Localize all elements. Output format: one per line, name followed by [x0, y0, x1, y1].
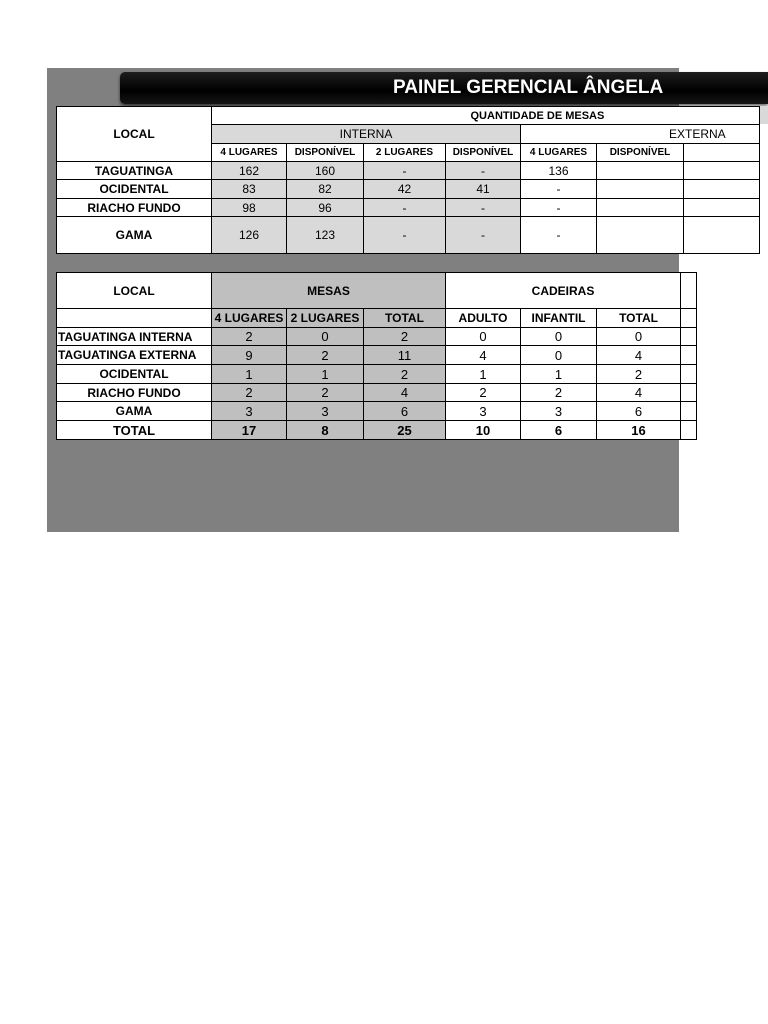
- cell: 98: [212, 199, 287, 217]
- cell: 126: [212, 217, 287, 254]
- local-header: LOCAL: [57, 107, 212, 162]
- col-header: TOTAL: [364, 309, 446, 328]
- col-header: 4 LUGARES: [521, 144, 597, 162]
- row-local: RIACHO FUNDO: [57, 199, 212, 217]
- summary-table-viewport: [56, 272, 679, 441]
- total-cell: 6: [521, 421, 597, 440]
- cell: 9: [212, 346, 287, 365]
- table-row: [57, 328, 697, 346]
- cell: 2: [521, 384, 597, 402]
- table-row: [57, 402, 697, 421]
- hidden-cell: [681, 421, 697, 440]
- table-row: [57, 217, 760, 254]
- col-header-hidden: [684, 144, 760, 162]
- page-title: PAINEL GERENCIAL ÂNGELA: [393, 77, 664, 98]
- externa-header: EXTERNA: [521, 125, 760, 144]
- cell: -: [364, 217, 446, 254]
- tables-quantity-table: [56, 106, 760, 254]
- row-local: GAMA: [57, 217, 212, 254]
- cell: 4: [597, 384, 681, 402]
- cell: 3: [521, 402, 597, 421]
- local-header: LOCAL: [57, 273, 212, 309]
- cell: 42: [364, 180, 446, 199]
- table-row: [57, 199, 760, 217]
- local-header-blank: [57, 309, 212, 328]
- cell: -: [521, 217, 597, 254]
- col-header: INFANTIL: [521, 309, 597, 328]
- tables-quantity-table-viewport: [56, 106, 726, 255]
- hidden-cell: [681, 346, 697, 365]
- cell: 6: [597, 402, 681, 421]
- cell: -: [446, 199, 521, 217]
- total-row: [57, 421, 697, 440]
- cell: -: [364, 162, 446, 180]
- cell: 3: [446, 402, 521, 421]
- col-header: 4 LUGARES: [212, 144, 287, 162]
- col-header: TOTAL: [597, 309, 681, 328]
- cell: 2: [287, 384, 364, 402]
- cell: 6: [364, 402, 446, 421]
- cell: [684, 199, 760, 217]
- cell: 1: [521, 365, 597, 384]
- table-row: [57, 384, 697, 402]
- cell: [684, 180, 760, 199]
- cell: 1: [212, 365, 287, 384]
- total-cell: 16: [597, 421, 681, 440]
- cell: 1: [446, 365, 521, 384]
- cell: 0: [521, 328, 597, 346]
- cell: [597, 162, 684, 180]
- cell: 2: [597, 365, 681, 384]
- hidden-cell: [681, 328, 697, 346]
- cell: 2: [212, 328, 287, 346]
- mesas-header: MESAS: [212, 273, 446, 309]
- cell: 123: [287, 217, 364, 254]
- row-local: TAGUATINGA: [57, 162, 212, 180]
- cell: 4: [364, 384, 446, 402]
- total-cell: 17: [212, 421, 287, 440]
- cell: 1: [287, 365, 364, 384]
- row-local: RIACHO FUNDO: [57, 384, 212, 402]
- col-header: DISPONÍVEL: [287, 144, 364, 162]
- col-header: ADULTO: [446, 309, 521, 328]
- group-header: QUANTIDADE DE MESAS: [521, 107, 760, 125]
- total-cell: 10: [446, 421, 521, 440]
- col-header: DISPONÍVEL: [597, 144, 684, 162]
- col-header: 2 LUGARES: [287, 309, 364, 328]
- cell: 96: [287, 199, 364, 217]
- cell: [597, 217, 684, 254]
- summary-table: [56, 272, 697, 440]
- cell: 2: [364, 365, 446, 384]
- total-label: TOTAL: [57, 421, 212, 440]
- cell: [684, 217, 760, 254]
- cell: -: [364, 199, 446, 217]
- cell: 3: [212, 402, 287, 421]
- table-row: [57, 346, 697, 365]
- cell: 2: [287, 346, 364, 365]
- row-local: OCIDENTAL: [57, 180, 212, 199]
- hidden-cell: [681, 309, 697, 328]
- cell: 0: [597, 328, 681, 346]
- cell: 0: [521, 346, 597, 365]
- hidden-cell: [681, 384, 697, 402]
- cell: 3: [287, 402, 364, 421]
- interna-header: INTERNA: [212, 125, 521, 144]
- cell: 0: [446, 328, 521, 346]
- cell: 162: [212, 162, 287, 180]
- cell: 41: [446, 180, 521, 199]
- hidden-cell: [681, 365, 697, 384]
- cell: -: [446, 217, 521, 254]
- cell: 0: [287, 328, 364, 346]
- cadeiras-header: CADEIRAS: [446, 273, 681, 309]
- cell: -: [446, 162, 521, 180]
- cell: 82: [287, 180, 364, 199]
- cell: 2: [446, 384, 521, 402]
- total-cell: 8: [287, 421, 364, 440]
- cell: -: [521, 180, 597, 199]
- col-header: 4 LUGARES: [212, 309, 287, 328]
- row-local: GAMA: [57, 402, 212, 421]
- cell: [597, 180, 684, 199]
- cell: [597, 199, 684, 217]
- total-cell: 25: [364, 421, 446, 440]
- cell: 2: [212, 384, 287, 402]
- cell: 2: [364, 328, 446, 346]
- row-local: OCIDENTAL: [57, 365, 212, 384]
- cell: [684, 162, 760, 180]
- col-header: 2 LUGARES: [364, 144, 446, 162]
- col-header: DISPONÍVEL: [446, 144, 521, 162]
- row-local: TAGUATINGA INTERNA: [57, 328, 212, 346]
- row-local: TAGUATINGA EXTERNA: [57, 346, 212, 365]
- cell: 160: [287, 162, 364, 180]
- hidden-cell: [681, 402, 697, 421]
- cell: 4: [446, 346, 521, 365]
- table-row: [57, 180, 760, 199]
- table-row: [57, 162, 760, 180]
- cell: 83: [212, 180, 287, 199]
- cell: 136: [521, 162, 597, 180]
- hidden-cell: [681, 273, 697, 309]
- cell: 4: [597, 346, 681, 365]
- cell: -: [521, 199, 597, 217]
- cell: 11: [364, 346, 446, 365]
- table-row: [57, 365, 697, 384]
